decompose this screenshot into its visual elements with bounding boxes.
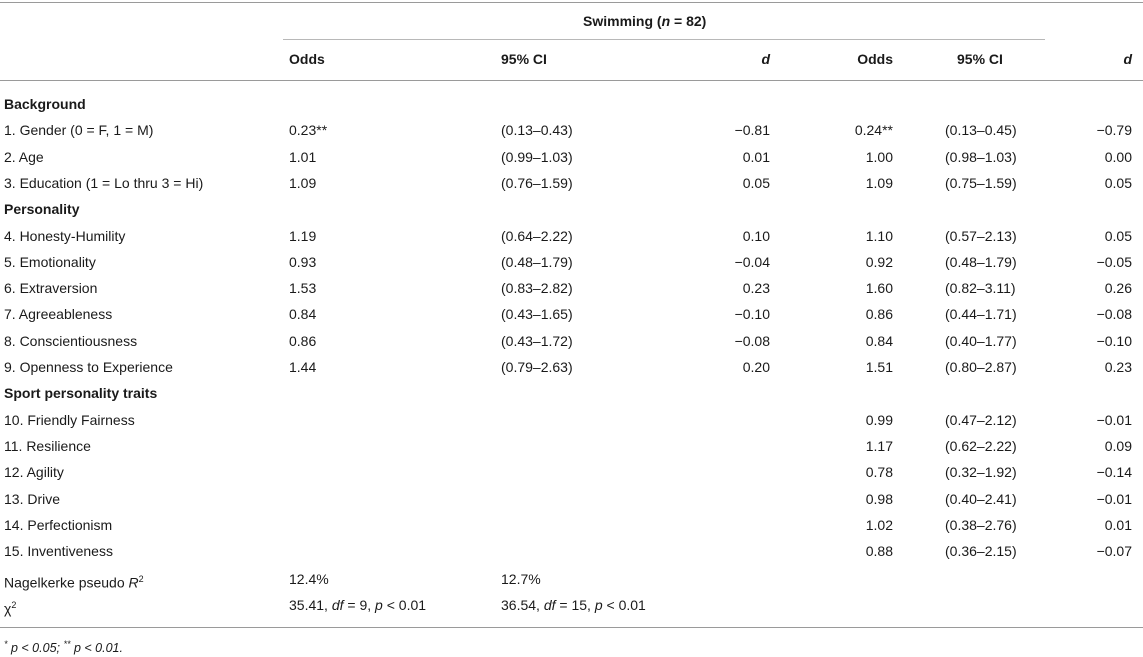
r2-label: Nagelkerke pseudo $R^2$: [4, 574, 144, 591]
ci-model1-cell: (0.83–2.82): [501, 280, 573, 297]
d-model2-cell: −0.08: [1096, 306, 1132, 323]
col-header-odds-1: Odds: [289, 51, 325, 67]
odds-model2-cell: 1.17: [865, 437, 893, 454]
d-model1-cell: 0.01: [742, 148, 770, 165]
odds-model2-cell: 0.84: [865, 332, 893, 349]
col-header-ci-2: 95% CI: [957, 51, 1003, 67]
row-label: 8. Conscientiousness: [4, 332, 138, 349]
col-header-d-1: d: [761, 51, 770, 67]
odds-model1-cell: 1.53: [289, 280, 317, 297]
d-model2-cell: 0.00: [1104, 148, 1132, 165]
odds-model1-cell: 1.01: [289, 148, 317, 165]
d-model2-cell: 0.26: [1104, 280, 1132, 297]
d-model1-cell: 0.20: [742, 359, 770, 375]
odds-model2-cell: 0.88: [865, 543, 893, 560]
d-model1-cell: −0.08: [734, 332, 770, 349]
d-model2-cell: 0.23: [1104, 359, 1132, 375]
r2-model1: 12.4%: [289, 571, 329, 587]
row-label: 7. Agreeableness: [4, 306, 113, 323]
odds-model1-cell: 0.86: [289, 332, 317, 349]
chi-model2: 36.54, df = 15, p < 0.01: [501, 597, 646, 613]
row-label: 15. Inventiveness: [4, 543, 113, 560]
d-model1-cell: −0.81: [734, 122, 770, 139]
odds-model2-cell: 1.09: [865, 174, 893, 191]
row-label: 14. Perfectionism: [4, 516, 113, 533]
ci-model2-cell: (0.48–1.79): [945, 253, 1017, 270]
top-rule: [0, 2, 1143, 3]
section-heading: Personality: [4, 201, 80, 218]
ci-model1-cell: (0.13–0.43): [501, 122, 573, 139]
section-heading: Background: [4, 96, 86, 112]
odds-model1-cell: 0.93: [289, 253, 317, 270]
odds-model1-cell: 0.23**: [289, 122, 328, 139]
d-model1-cell: −0.04: [734, 253, 770, 270]
ci-model2-cell: (0.40–2.41): [945, 490, 1017, 507]
r2-model2: 12.7%: [501, 571, 541, 587]
d-model2-cell: −0.79: [1096, 122, 1132, 139]
odds-model2-cell: 0.98: [865, 490, 893, 507]
row-label: 13. Drive: [4, 490, 61, 507]
section-heading: Sport personality traits: [4, 385, 158, 402]
d-model1-cell: −0.10: [734, 306, 770, 323]
d-model1-cell: 0.10: [742, 227, 770, 244]
d-model1-cell: 0.23: [742, 280, 770, 297]
ci-model1-cell: (0.43–1.72): [501, 332, 573, 349]
row-label: 2. Age: [4, 148, 44, 165]
d-model2-cell: 0.05: [1104, 174, 1132, 191]
d-model2-cell: −0.01: [1096, 490, 1132, 507]
row-label: 9. Openness to Experience: [4, 359, 173, 375]
ci-model2-cell: (0.36–2.15): [945, 543, 1017, 560]
group-title: Swimming (n = 82): [583, 13, 707, 29]
row-label: 10. Friendly Fairness: [4, 411, 135, 428]
odds-model2-cell: 0.78: [865, 464, 893, 481]
ci-model2-cell: (0.82–3.11): [945, 280, 1016, 297]
odds-model2-cell: 1.00: [865, 148, 893, 165]
ci-model2-cell: (0.80–2.87): [945, 359, 1017, 375]
bottom-rule: [0, 627, 1143, 628]
odds-model2-cell: 1.60: [865, 280, 893, 297]
ci-model2-cell: (0.40–1.77): [945, 332, 1017, 349]
d-model2-cell: −0.07: [1096, 543, 1132, 560]
ci-model2-cell: (0.57–2.13): [945, 227, 1017, 244]
row-label: 5. Emotionality: [4, 253, 96, 270]
footnote: * p < 0.05; ** p < 0.01.: [4, 639, 123, 656]
odds-model2-cell: 1.51: [865, 359, 893, 375]
ci-model1-cell: (0.99–1.03): [501, 148, 573, 165]
ci-model2-cell: (0.47–2.12): [945, 411, 1017, 428]
ci-model2-cell: (0.13–0.45): [945, 122, 1017, 139]
ci-model2-cell: (0.62–2.22): [945, 437, 1017, 454]
row-label: 1. Gender (0 = F, 1 = M): [4, 122, 154, 139]
d-model2-cell: 0.09: [1104, 437, 1132, 454]
odds-model1-cell: 1.19: [289, 227, 317, 244]
ci-model1-cell: (0.43–1.65): [501, 306, 573, 323]
ci-model2-cell: (0.32–1.92): [945, 464, 1017, 481]
odds-model2-cell: 0.86: [865, 306, 893, 323]
ci-model2-cell: (0.98–1.03): [945, 148, 1017, 165]
group-span-rule: [283, 39, 1045, 40]
ci-model1-cell: (0.79–2.63): [501, 359, 573, 375]
d-model1-cell: 0.05: [742, 174, 770, 191]
header-rule: [0, 80, 1143, 81]
odds-model2-cell: 0.99: [865, 411, 893, 428]
col-header-ci-1: 95% CI: [501, 51, 547, 67]
odds-model2-cell: 1.02: [865, 516, 893, 533]
d-model2-cell: −0.01: [1096, 411, 1132, 428]
odds-model1-cell: 1.44: [289, 359, 317, 375]
d-model2-cell: 0.01: [1104, 516, 1132, 533]
d-model2-cell: 0.05: [1104, 227, 1132, 244]
ci-model1-cell: (0.64–2.22): [501, 227, 573, 244]
d-model2-cell: −0.05: [1096, 253, 1132, 270]
col-header-d-2: d: [1123, 51, 1132, 67]
row-label: 3. Education (1 = Lo thru 3 = Hi): [4, 174, 204, 191]
chi-label: $\chi^2$: [4, 600, 17, 617]
d-model2-cell: −0.14: [1096, 464, 1132, 481]
col-header-odds-2: Odds: [857, 51, 893, 67]
ci-model2-cell: (0.44–1.71): [945, 306, 1017, 323]
odds-model2-cell: 1.10: [865, 227, 893, 244]
ci-model1-cell: (0.76–1.59): [501, 174, 573, 191]
odds-model1-cell: 1.09: [289, 174, 317, 191]
odds-model2-cell: 0.24**: [854, 122, 893, 139]
d-model2-cell: −0.10: [1096, 332, 1132, 349]
row-label: 4. Honesty-Humility: [4, 227, 126, 244]
odds-model1-cell: 0.84: [289, 306, 317, 323]
chi-model1: 35.41, df = 9, p < 0.01: [289, 597, 427, 613]
ci-model2-cell: (0.75–1.59): [945, 174, 1017, 191]
row-label: 11. Resilience: [4, 437, 91, 454]
row-label: 12. Agility: [4, 464, 64, 481]
ci-model1-cell: (0.48–1.79): [501, 253, 573, 270]
odds-model2-cell: 0.92: [865, 253, 893, 270]
ci-model2-cell: (0.38–2.76): [945, 516, 1017, 533]
row-label: 6. Extraversion: [4, 280, 98, 297]
